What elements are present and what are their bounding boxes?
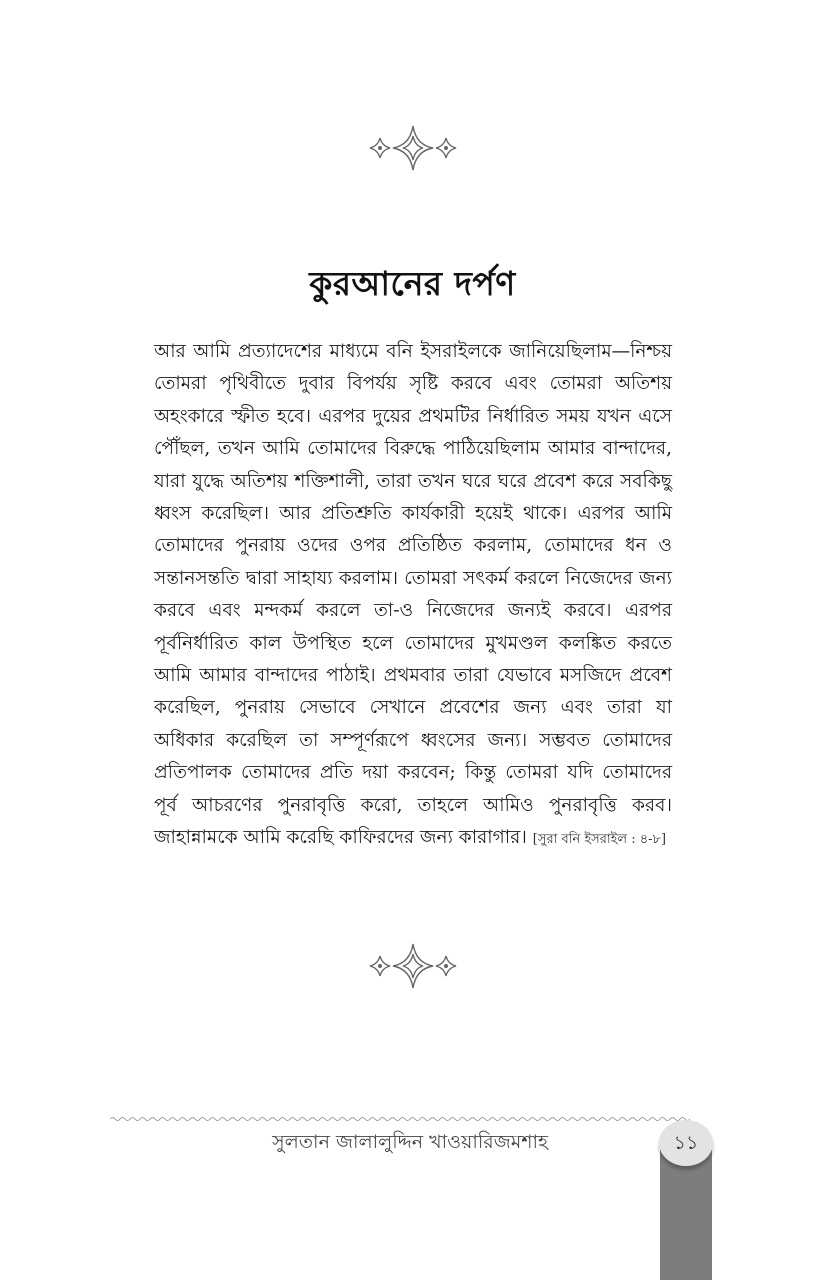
ornament-top bbox=[0, 124, 825, 172]
quran-passage bbox=[154, 336, 672, 857]
passage-citation: [সুরা বনি ইসরাইল : ৪-৮] bbox=[532, 832, 667, 848]
chapter-title: কুরআনের দর্পণ bbox=[309, 264, 516, 303]
sparkle-ornament-icon bbox=[363, 124, 463, 172]
ornament-bottom bbox=[0, 942, 825, 990]
page-number: ১১ bbox=[659, 1120, 713, 1166]
footer-divider bbox=[110, 1114, 690, 1124]
passage-text: আর আমি প্রত্যাদেশের মাধ্যমে বনি ইসরাইলকে জানিয়েছিলাম—নিশ্চয় তোমরা পৃথিবীতে দুবার বিপর্যয় সৃষ্টি করবে এবং তোমরা অতিশয় অহংকারে স্ফীত হবে। এরপর দুয়ের প্রথমটির নির্ধারিত সময় যখন এসে পৌঁছল, তখন আমি তোমাদের বিরুদ্ধে পাঠিয়েছিলাম আমার বান্দাদের, যারা যুদ্ধে অতিশয় শক্তিশালী, তারা তখন ঘরে ঘরে প্রবেশ করে সবকিছু ধ্বংস করেছিল। আর প্রতিশ্রুতি কার্যকারী হয়েই থাকে। এরপর আমি তোমাদের পুনরায় ওদের ওপর প্রতিষ্ঠিত করলাম, তোমাদের ধন ও সন্তানসন্ততি দ্বারা সাহায্য করলাম। তোমরা সৎকর্ম করলে নিজেদের জন্য করবে এবং মন্দকর্ম করলে তা-ও নিজেদের জন্যই করবে। এরপর পূর্বনির্ধারিত কাল উপস্থিত হলে তোমাদের মুখমণ্ডল কলঙ্কিত করতে আমি আমার বান্দাদের পাঠাই। প্রথমবার তারা যেভাবে মসজিদে প্রবেশ করেছিল, পুনরায় সেভাবে সেখানে প্রবেশের জন্য এবং তারা যা অধিকার করেছিল তা সম্পূর্ণরূপে ধ্বংসের জন্য। সম্ভবত তোমাদের প্রতিপালক তোমাদের প্রতি দয়া করবেন; কিন্তু তোমরা যদি তোমাদের পূর্ব আচরণের পুনরাবৃত্তি করো, তাহলে আমিও পুনরাবৃত্তি করব। জাহান্নামকে আমি করেছি কাফিরদের জন্য কারাগার। bbox=[154, 341, 672, 849]
sparkle-ornament-icon bbox=[363, 942, 463, 990]
running-footer-title: সুলতান জালালুদ্দিন খাওয়ারিজমশাহ bbox=[272, 1131, 548, 1153]
